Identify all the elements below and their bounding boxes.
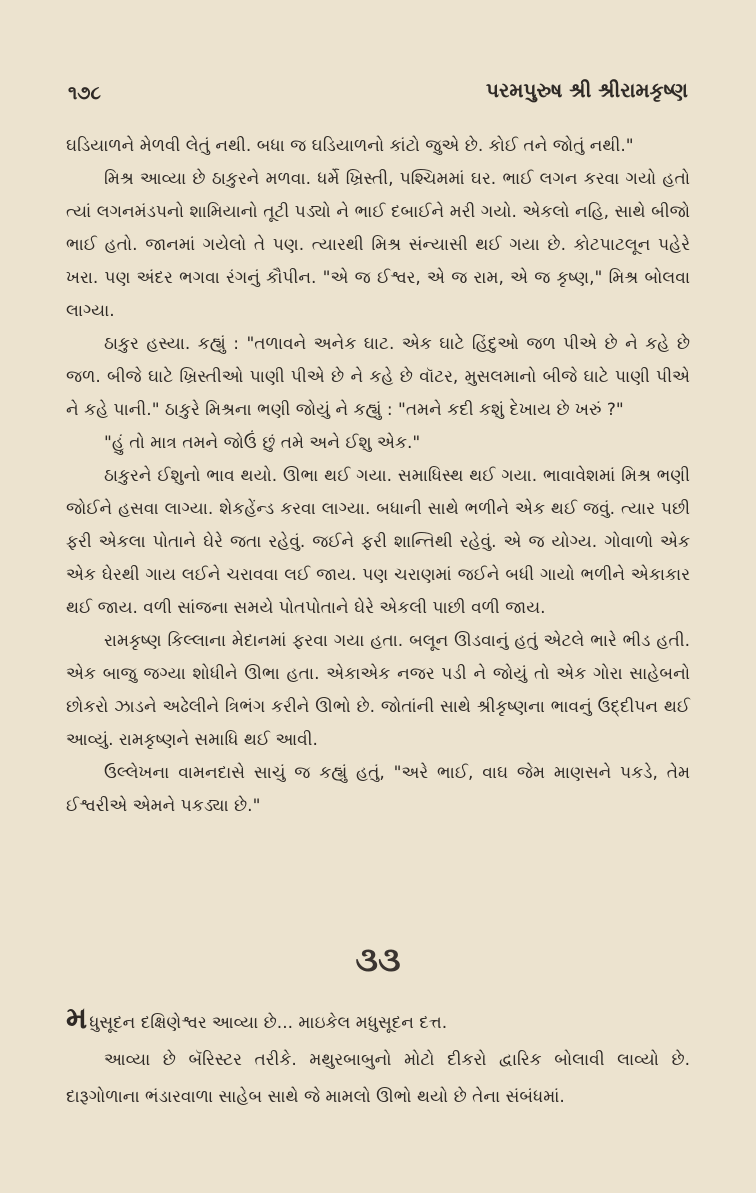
paragraph: "હું તો માત્ર તમને જોઉં છું તમે અને ઈશુ એક."	[104, 433, 421, 453]
drop-cap: મ	[66, 1001, 88, 1036]
chapter-number: ૩૩	[355, 940, 401, 980]
paragraph: ઘડિયાળને મેળવી લેતું નથી. બધા જ ઘડિયાળનો કાંટો જુએ છે. કોઈ તને જોતું નથી."	[66, 136, 634, 156]
chapter-opening-line	[66, 1001, 690, 1042]
paragraph: ઠાકુર હસ્યા. કહ્યું : "તળાવને અનેક ઘાટ. એક ઘાટે હિંદુઓ જળ પીએ છે ને કહે છે જળ. બીજે ઘાટે ખ્રિસ્તીઓ પાણી પીએ છે ને કહે છે વૉટર, મુસલમાનો બીજે ઘાટે પાણી પીએ ને કહે પાની." ઠાકુરે મિશ્રના ભણી જોયું ને કહ્યું : "તમને કદી કશું દેખાય છે ખરું ?"	[66, 334, 690, 420]
page-number: ૧૭૮	[68, 82, 101, 104]
page-header	[68, 78, 688, 108]
chapter-first-line: ધુસૂદન દક્ષિણેશ્વર આવ્યા છે... માઇકેલ મધુસૂદન દત્ત.	[89, 1013, 448, 1033]
paragraph: ઠાકુરને ઈશુનો ભાવ થયો. ઊભા થઈ ગયા. સમાધિસ્થ થઈ ગયા. ભાવાવેશમાં મિશ્ર ભણી જોઈને હસવા લાગ્યા. શેકહેંન્ડ કરવા લાગ્યા. બધાની સાથે ભળીને એક થઈ જવું. ત્યાર પછી ફરી એકલા પોતાને ઘેરે જતા રહેવું. જઈને ફરી શાન્તિથી રહેવું. એ જ યોગ્ય. ગોવાળો એક એક ઘેરથી ગાય લઈને ચરાવવા લઈ જાય. પણ ચરાણમાં જઈને બધી ગાયો ભળીને એકાકાર થઈ જાય. વળી સાંજના સમયે પોતપોતાને ઘેરે એકલી પાછી વળી જાય.	[66, 466, 690, 618]
running-title: પરમપુરુષ શ્રી શ્રીરામકૃષ્ણ	[486, 78, 688, 102]
body-text	[66, 130, 690, 823]
paragraph: રામકૃષ્ણ કિલ્લાના મેદાનમાં ફરવા ગયા હતા. બલૂન ઊડવાનું હતું એટલે ભારે ભીડ હતી. એક બાજુ જગ્યા શોધીને ઊભા હતા. એકાએક નજર પડી ને જોયું તો એક ગોરા સાહેબનો છોકરો ઝાડને અઢેલીને ત્રિભંગ કરીને ઊભો છે. જોતાંની સાથે શ્રીકૃષ્ણના ભાવનું ઉદ્દીપન થઈ આવ્યું. રામકૃષ્ણને સમાધિ થઈ આવી.	[66, 631, 690, 750]
paragraph: આવ્યા છે બૅરિસ્ટર તરીકે. મથુરબાબુનો મોટો દીકરો દ્વારિક બોલાવી લાવ્યો છે. દારૂગોળાના ભંડારવાળા સાહેબ સાથે જે મામલો ઊભો થયો છે તેના સંબંધમાં.	[66, 1050, 690, 1107]
chapter-text	[66, 1001, 690, 1116]
paragraph: મિશ્ર આવ્યા છે ઠાકુરને મળવા. ધર્મે ખ્રિસ્તી, પશ્ચિમમાં ઘર. ભાઈ લગન કરવા ગયો હતો ત્યાં લગનમંડપનો શામિયાનો તૂટી પડ્યો ને ભાઈ દબાઈને મરી ગયો. એકલો નહિ, સાથે બીજો ભાઈ હતો. જાનમાં ગયેલો તે પણ. ત્યારથી મિશ્ર સંન્યાસી થઈ ગયા છે. કોટપાટલૂન પહેરે ખરા. પણ અંદર ભગવા રંગનું કૌપીન. "એ જ ઈશ્વર, એ જ રામ, એ જ કૃષ્ણ," મિશ્ર બોલવા લાગ્યા.	[66, 169, 690, 321]
paragraph: ઉલ્લેખના વામનદાસે સાચું જ કહ્યું હતું, "અરે ભાઈ, વાઘ જેમ માણસને પકડે, તેમ ઈશ્વરીએ એમને પકડ્યા છે."	[66, 763, 690, 816]
